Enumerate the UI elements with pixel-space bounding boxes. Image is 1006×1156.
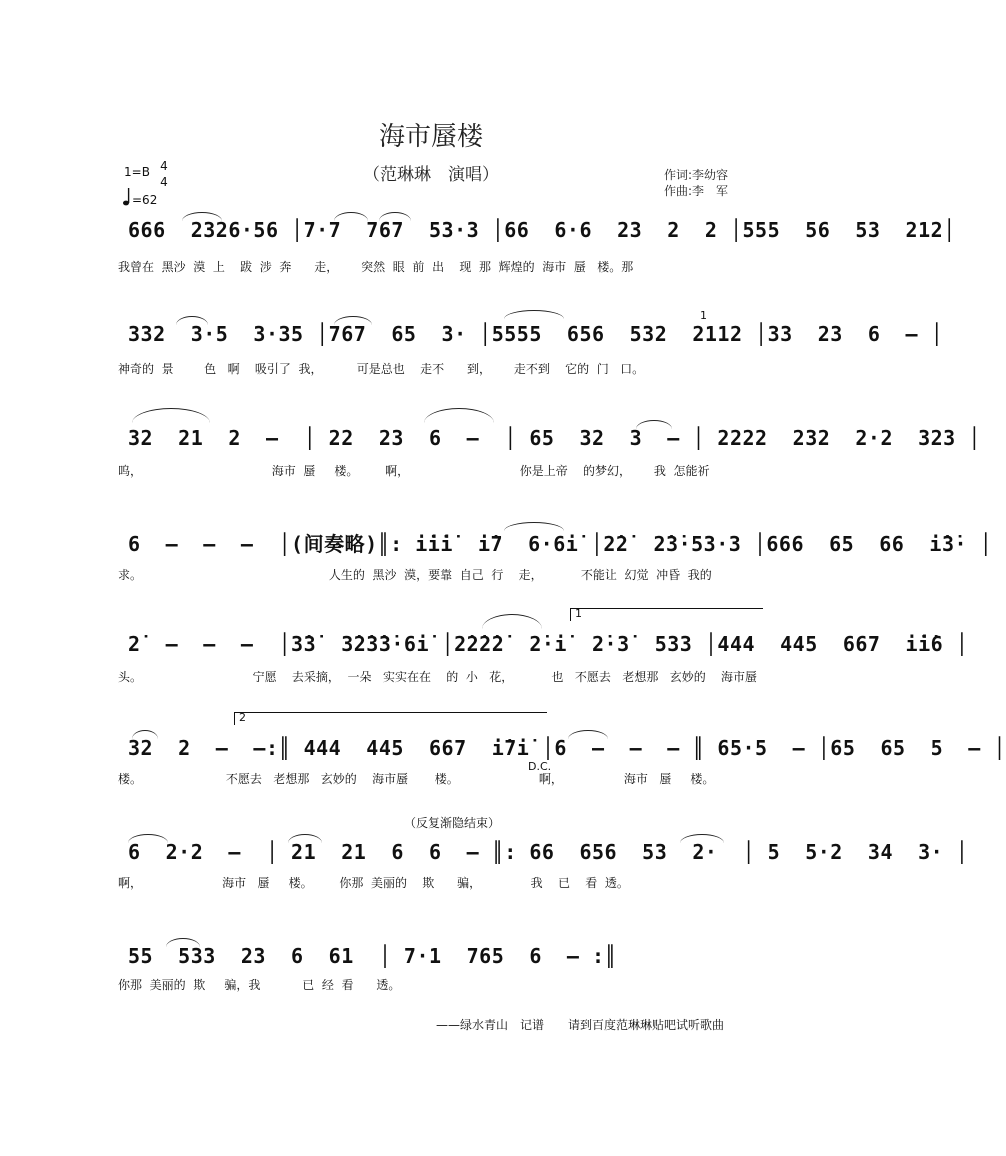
staff-row-4	[124, 524, 993, 558]
lyrics-row-3: 呜， 海市 蜃 楼。 啊， 你是上帝 的梦幻， 我 怎能祈	[118, 464, 710, 478]
notation-row-6: 32 2 — —:║ 444 445 667 i̇7i̇ │6 — — — ║ 65·5 — │65 65 5 — │	[128, 736, 1006, 760]
lyrics-row-1: 我曾在 黑沙 漠 上 跋 涉 奔 走， 突然 眼 前 出 现 那 辉煌的 海市 蜃 楼。那	[118, 260, 634, 274]
slur-mark	[482, 614, 542, 629]
lyrics-row-2: 神奇的 景 色 啊 吸引了 我， 可是总也 走不 到， 走不到 它的 门 口。	[118, 362, 645, 376]
slur-mark	[568, 730, 608, 739]
notation-row-5: 2̇ — — — │3̇3̇ 3̇2̇3̇3̇·6i̇ │2̇2̇2̇2̇ 2̇·i̇ 2̇·3̇ 533 │444 445 667 i̇i̇6 │	[128, 632, 969, 656]
staff-row-6	[124, 711, 1006, 766]
notation-row-4: 6 — — — │(间奏略)║: i̇i̇i̇ i̇7 6·6i̇ │2̇2̇ 2̇3̇·53·3 │666 65 66 i̇3̇· │	[128, 532, 993, 556]
staff-row-2	[124, 318, 944, 352]
slur-mark	[424, 408, 494, 423]
lyricist-credit: 作词:李幼容	[664, 168, 729, 182]
composer-credit: 作曲:李 军	[664, 184, 729, 198]
staff-row-5	[124, 607, 969, 662]
notation-row-2: 332 3·5 3·35 │767 65 3· │5555 656 532 2112 │33 23 6 — │	[128, 322, 944, 346]
listen-note: 请到百度范琳琳贴吧试听歌曲	[568, 1018, 725, 1032]
notation-row-1: 666 2326·56 │7·7 767 53·3 │66 6·6 23 2 2 │555 56 53 212│	[128, 218, 956, 242]
dc-marking: D.C.	[528, 760, 552, 773]
slur-mark	[636, 420, 672, 429]
slur-mark	[379, 212, 411, 221]
lyrics-row-5: 头。 宁愿 去采摘， 一朵 实实在在 的 小 花， 也 不愿去 老想那 玄妙的 海市蜃	[118, 670, 758, 684]
tempo-marking: =62	[132, 193, 158, 207]
slur-mark	[128, 834, 168, 843]
transcriber-credit: ——绿水青山 记谱	[436, 1018, 545, 1032]
staff-row-1	[124, 214, 956, 248]
lyrics-row-8: 你那 美丽的 欺 骗，我 已 经 看 透。	[118, 978, 401, 992]
lyrics-row-6: 楼。 不愿去 老想那 玄妙的 海市蜃 楼。 啊， 海市 蜃 楼。	[118, 772, 715, 786]
slur-mark	[680, 834, 724, 843]
slur-mark	[132, 730, 158, 739]
slur-mark	[504, 522, 564, 531]
slur-mark	[182, 212, 222, 221]
lyrics-row-7: 啊， 海市 蜃 楼。 你那 美丽的 欺 骗， 我 已 看 透。	[118, 876, 629, 890]
slur-mark	[334, 212, 368, 221]
staff-row-8	[124, 940, 764, 974]
slur-mark	[334, 316, 372, 325]
singer-subtitle: （范琳琳 演唱）	[363, 165, 499, 185]
slur-mark	[132, 408, 210, 423]
slur-mark	[166, 938, 200, 947]
time-signature-top: 4	[160, 159, 168, 173]
fade-ending-note: （反复渐隐结束）	[404, 816, 501, 830]
staff-row-7	[124, 836, 969, 870]
grace-note-mark: 1	[700, 309, 707, 322]
quarter-note-icon	[123, 187, 131, 207]
key-signature: 1=B	[124, 165, 150, 179]
notation-row-3: 32 21 2 — │ 22 23 6 — │ 65 32 3 — │ 2222 232 2·2 323 │	[128, 426, 981, 450]
notation-row-7: 6 2·2 — │ 21 21 6 6 — ║: 66 656 53 2· │ 5 5·2 34 3· │	[128, 840, 969, 864]
time-signature-bottom: 4	[160, 175, 168, 189]
notation-row-8: 55 533 23 6 61 │ 7·1 765 6 — :║	[128, 944, 618, 968]
slur-mark	[288, 834, 322, 843]
song-title: 海市蜃楼	[378, 122, 483, 152]
slur-mark	[504, 310, 564, 319]
slur-mark	[176, 316, 208, 325]
volta-bracket-2: 2	[234, 712, 547, 725]
staff-row-3	[124, 422, 981, 456]
volta-bracket-1: 1	[570, 608, 763, 621]
lyrics-row-4: 求。 人生的 黑沙 漠，要靠 自己 行 走， 不能让 幻觉 冲昏 我的	[118, 568, 712, 582]
